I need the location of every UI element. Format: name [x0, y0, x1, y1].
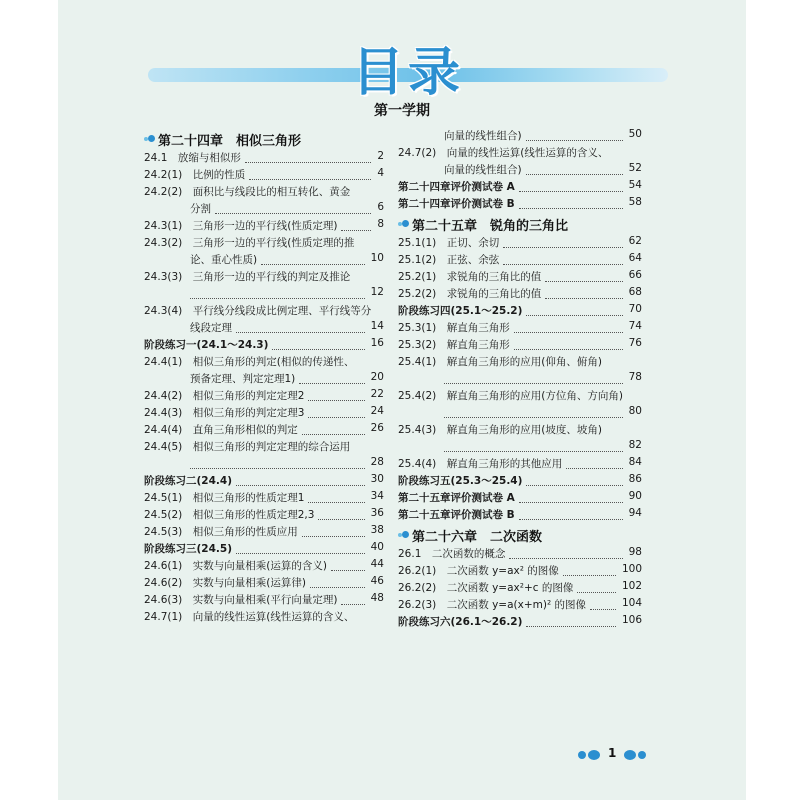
entry-page-number: 6 [377, 201, 384, 213]
dot-leader [514, 337, 623, 350]
dot-leader [526, 303, 622, 316]
toc-entry[interactable] [398, 456, 642, 473]
toc-entry[interactable] [144, 609, 384, 626]
entry-page-number: 86 [628, 473, 642, 485]
dot-leader [341, 218, 371, 231]
toc-entry[interactable] [144, 235, 384, 252]
entry-title: 24.4(4) 直角三角形相似的判定 [144, 424, 298, 436]
entry-page-number: 40 [370, 541, 384, 553]
toc-entry[interactable] [398, 439, 642, 456]
toc-entry[interactable] [398, 405, 642, 422]
entry-page-number: 20 [370, 371, 384, 383]
toc-entry[interactable] [144, 507, 384, 524]
dot-leader [190, 456, 365, 469]
page [58, 0, 746, 800]
dot-leader [519, 196, 623, 209]
entry-page-number: 58 [628, 196, 642, 208]
dot-leader [444, 371, 623, 384]
dot-leader [519, 490, 623, 503]
entry-page-number: 48 [370, 592, 384, 604]
toc-entry[interactable] [144, 252, 384, 269]
entry-page-number: 14 [370, 320, 384, 332]
entry-page-number: 84 [628, 456, 642, 468]
toc-entry[interactable] [398, 563, 642, 580]
entry-title: 24.3(1) 三角形一边的平行线(性质定理) [144, 220, 338, 232]
toc-entry[interactable] [398, 252, 642, 269]
dot-leader [526, 614, 616, 627]
dot-leader [236, 473, 365, 486]
entry-page-number: 80 [628, 405, 642, 417]
toc-entry[interactable] [144, 303, 384, 320]
entry-title: 分割 [190, 203, 211, 215]
dot-leader [545, 269, 622, 282]
dot-leader [509, 546, 622, 559]
toc-entry[interactable] [144, 269, 384, 286]
entry-title: 26.2(3) 二次函数 y=a(x+m)² 的图像 [398, 599, 587, 611]
entry-title: 阶段练习二(24.4) [144, 475, 233, 487]
entry-title: 26.2(1) 二次函数 y=ax² 的图像 [398, 565, 559, 577]
toc-entry[interactable] [398, 597, 642, 614]
dot-leader [503, 235, 622, 248]
page-title: 目录 [351, 43, 464, 103]
toc-entry[interactable] [144, 541, 384, 558]
entry-title: 25.1(2) 正弦、余弦 [398, 254, 500, 266]
toc-entry[interactable] [398, 490, 642, 507]
entry-title: 第二十四章评价测试卷 B [398, 198, 515, 210]
toc-chapter-heading[interactable] [398, 524, 642, 546]
dot-leader [526, 162, 623, 175]
dot-leader [503, 252, 622, 265]
entry-title: 24.4(1) 相似三角形的判定(相似的传递性、 [144, 356, 355, 368]
toc-chapter-heading[interactable] [398, 213, 642, 235]
entry-title: 阶段练习五(25.3～25.4) [398, 475, 523, 487]
entry-page-number: 76 [628, 337, 642, 349]
dot-leader [577, 580, 616, 593]
toc-entry[interactable] [144, 371, 384, 388]
entry-page-number: 90 [628, 490, 642, 502]
entry-title: 第二十五章评价测试卷 A [398, 492, 515, 504]
entry-page-number: 2 [377, 150, 384, 162]
toc-entry[interactable] [144, 490, 384, 507]
dot-leader [566, 456, 622, 469]
chapter-bullet-icon [398, 531, 407, 540]
entry-page-number: 82 [628, 439, 642, 451]
entry-page-number: 46 [370, 575, 384, 587]
dot-leader [341, 592, 364, 605]
entry-page-number: 64 [628, 252, 642, 264]
dot-leader [190, 286, 365, 299]
dot-leader [261, 252, 365, 265]
footer-dot-icon [578, 751, 586, 759]
toc-entry[interactable] [144, 524, 384, 541]
entry-title: 24.2(2) 面积比与线段比的相互转化、黄金 [144, 186, 351, 198]
entry-title: 25.2(1) 求锐角的三角比的值 [398, 271, 542, 283]
toc-entry[interactable] [398, 422, 642, 439]
dot-leader [444, 439, 623, 452]
toc-entry[interactable] [398, 286, 642, 303]
entry-page-number: 16 [370, 337, 384, 349]
toc-entry[interactable] [144, 575, 384, 592]
entry-title: 24.7(1) 向量的线性运算(线性运算的含义、 [144, 611, 355, 623]
toc-entry[interactable] [144, 558, 384, 575]
entry-title: 24.5(3) 相似三角形的性质应用 [144, 526, 298, 538]
entry-page-number: 50 [628, 128, 642, 140]
entry-page-number: 38 [370, 524, 384, 536]
entry-page-number: 70 [628, 303, 642, 315]
entry-title: 25.3(1) 解直角三角形 [398, 322, 510, 334]
dot-leader [302, 422, 365, 435]
dot-leader [299, 371, 364, 384]
toc-entry[interactable] [144, 320, 384, 337]
entry-title: 24.3(3) 三角形一边的平行线的判定及推论 [144, 271, 351, 283]
footer-dot-icon [624, 750, 636, 760]
toc-entry[interactable] [144, 439, 384, 456]
toc-entry[interactable] [398, 371, 642, 388]
entry-page-number: 98 [628, 546, 642, 558]
entry-title: 阶段练习三(24.5) [144, 543, 233, 555]
dot-leader [444, 405, 623, 418]
dot-leader [236, 541, 365, 554]
entry-title: 24.6(1) 实数与向量相乘(运算的含义) [144, 560, 327, 572]
dot-leader [236, 320, 365, 333]
footer-dot-icon [588, 750, 600, 760]
toc-entry[interactable] [144, 184, 384, 201]
entry-title: 阶段练习一(24.1～24.3) [144, 339, 269, 351]
entry-page-number: 44 [370, 558, 384, 570]
toc-entry[interactable] [144, 286, 384, 303]
entry-title: 25.1(1) 正切、余切 [398, 237, 500, 249]
toc-entry[interactable] [398, 388, 642, 405]
entry-page-number: 66 [628, 269, 642, 281]
toc-entry[interactable] [144, 337, 384, 354]
toc-entry[interactable] [398, 179, 642, 196]
entry-title: 24.4(5) 相似三角形的判定定理的综合运用 [144, 441, 351, 453]
title-banner [148, 28, 668, 103]
entry-title: 25.4(4) 解直角三角形的其他应用 [398, 458, 563, 470]
entry-page-number: 52 [628, 162, 642, 174]
page-number: 1 [608, 746, 617, 760]
entry-page-number: 4 [377, 167, 384, 179]
dot-leader [308, 490, 364, 503]
toc-entry[interactable] [398, 145, 642, 162]
entry-page-number: 54 [628, 179, 642, 191]
toc-entry[interactable] [398, 580, 642, 597]
entry-title: 25.4(1) 解直角三角形的应用(仰角、俯角) [398, 356, 602, 368]
toc-entry[interactable] [398, 337, 642, 354]
entry-page-number: 62 [628, 235, 642, 247]
toc-entry[interactable] [144, 405, 384, 422]
dot-leader [563, 563, 616, 576]
entry-title: 论、重心性质) [190, 254, 258, 266]
entry-title: 阶段练习六(26.1～26.2) [398, 616, 523, 628]
toc-entry[interactable] [144, 592, 384, 609]
toc-entry[interactable] [144, 456, 384, 473]
entry-title: 25.4(2) 解直角三角形的应用(方位角、方向角) [398, 390, 623, 402]
entry-page-number: 74 [628, 320, 642, 332]
toc-entry[interactable] [398, 196, 642, 213]
entry-title: 24.3(4) 平行线分线段成比例定理、平行线等分 [144, 305, 372, 317]
chapter-bullet-icon [398, 220, 407, 229]
entry-page-number: 68 [628, 286, 642, 298]
semester-heading: 第一学期 [374, 103, 430, 119]
dot-leader [318, 507, 364, 520]
entry-title: 26.1 二次函数的概念 [398, 548, 506, 560]
toc-entry[interactable] [398, 303, 642, 320]
toc-entry[interactable] [144, 354, 384, 371]
chapter-title: 第二十六章 二次函数 [412, 530, 543, 545]
toc-right-column [398, 128, 642, 631]
toc-entry[interactable] [398, 614, 642, 631]
page-footer [578, 746, 688, 762]
toc-entry[interactable] [144, 150, 384, 167]
dot-leader [308, 388, 364, 401]
entry-page-number: 12 [370, 286, 384, 298]
toc-entry[interactable] [398, 473, 642, 490]
entry-title: 24.5(2) 相似三角形的性质定理2,3 [144, 509, 315, 521]
entry-title: 24.1 放缩与相似形 [144, 152, 241, 164]
entry-page-number: 106 [621, 614, 642, 626]
chapter-title: 第二十五章 锐角的三角比 [412, 219, 569, 234]
entry-page-number: 26 [370, 422, 384, 434]
dot-leader [310, 575, 365, 588]
toc-entry[interactable] [144, 218, 384, 235]
entry-page-number: 94 [628, 507, 642, 519]
chapter-bullet-icon [144, 135, 153, 144]
dot-leader [272, 337, 364, 350]
toc-entry[interactable] [398, 269, 642, 286]
toc-entry[interactable] [144, 473, 384, 490]
toc-entry[interactable] [398, 546, 642, 563]
entry-page-number: 10 [370, 252, 384, 264]
entry-title: 24.4(3) 相似三角形的判定定理3 [144, 407, 305, 419]
entry-title: 25.4(3) 解直角三角形的应用(坡度、坡角) [398, 424, 602, 436]
entry-title: 25.3(2) 解直角三角形 [398, 339, 510, 351]
entry-page-number: 24 [370, 405, 384, 417]
entry-title: 24.6(2) 实数与向量相乘(运算律) [144, 577, 306, 589]
entry-page-number: 34 [370, 490, 384, 502]
entry-page-number: 30 [370, 473, 384, 485]
entry-page-number: 8 [377, 218, 384, 230]
dot-leader [526, 128, 623, 141]
toc-entry[interactable] [398, 507, 642, 524]
entry-title: 24.5(1) 相似三角形的性质定理1 [144, 492, 305, 504]
dot-leader [519, 507, 623, 520]
footer-dot-icon [638, 751, 646, 759]
toc-entry[interactable] [398, 235, 642, 252]
entry-title: 25.2(2) 求锐角的三角比的值 [398, 288, 542, 300]
entry-page-number: 104 [621, 597, 642, 609]
dot-leader [249, 167, 371, 180]
entry-page-number: 36 [370, 507, 384, 519]
chapter-title: 第二十四章 相似三角形 [158, 134, 302, 149]
toc-entry[interactable] [144, 201, 384, 218]
entry-title: 向量的线性组合) [444, 130, 522, 142]
dot-leader [302, 524, 365, 537]
entry-title: 24.3(2) 三角形一边的平行线(性质定理的推 [144, 237, 355, 249]
dot-leader [526, 473, 622, 486]
entry-page-number: 28 [370, 456, 384, 468]
entry-title: 预备定理、判定定理1) [190, 373, 296, 385]
toc-entry[interactable] [144, 167, 384, 184]
toc-entry[interactable] [398, 354, 642, 371]
entry-title: 第二十五章评价测试卷 B [398, 509, 515, 521]
entry-page-number: 22 [370, 388, 384, 400]
dot-leader [590, 597, 616, 610]
entry-page-number: 102 [621, 580, 642, 592]
entry-title: 向量的线性组合) [444, 164, 522, 176]
toc-left-column [144, 128, 384, 626]
entry-title: 24.2(1) 比例的性质 [144, 169, 246, 181]
entry-page-number: 78 [628, 371, 642, 383]
entry-title: 26.2(2) 二次函数 y=ax²+c 的图像 [398, 582, 574, 594]
dot-leader [245, 150, 371, 163]
toc-entry[interactable] [398, 320, 642, 337]
dot-leader [331, 558, 365, 571]
toc-entry[interactable] [144, 388, 384, 405]
toc-entry[interactable] [398, 128, 642, 145]
entry-title: 第二十四章评价测试卷 A [398, 181, 515, 193]
toc-entry[interactable] [398, 162, 642, 179]
entry-page-number: 100 [621, 563, 642, 575]
dot-leader [514, 320, 623, 333]
entry-title: 阶段练习四(25.1～25.2) [398, 305, 523, 317]
entry-title: 线段定理 [190, 322, 232, 334]
dot-leader [519, 179, 623, 192]
toc-entry[interactable] [144, 422, 384, 439]
dot-leader [545, 286, 622, 299]
entry-title: 24.4(2) 相似三角形的判定定理2 [144, 390, 305, 402]
dot-leader [215, 201, 371, 214]
entry-title: 24.6(3) 实数与向量相乘(平行向量定理) [144, 594, 338, 606]
toc-chapter-heading[interactable] [144, 128, 384, 150]
dot-leader [308, 405, 364, 418]
entry-title: 24.7(2) 向量的线性运算(线性运算的含义、 [398, 147, 609, 159]
